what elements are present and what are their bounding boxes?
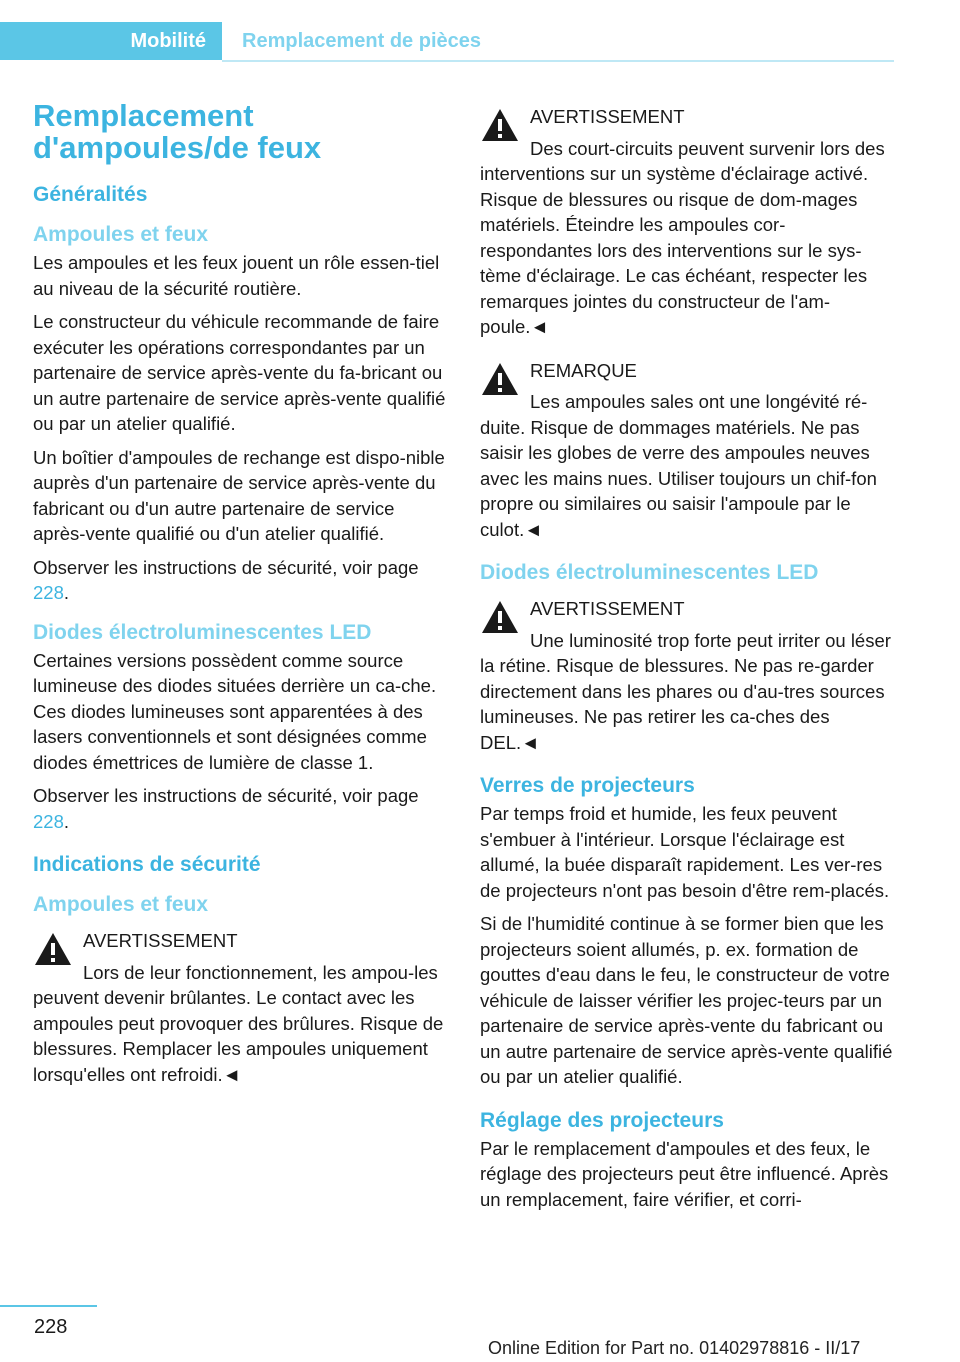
- header-divider: [222, 60, 894, 62]
- warning-triangle-icon: [480, 106, 520, 144]
- warning-title: AVERTISSEMENT: [530, 106, 685, 127]
- page-link[interactable]: 228: [33, 582, 64, 603]
- left-column: [33, 100, 447, 1105]
- warning-box: [33, 928, 447, 1087]
- paragraph: Si de l'humidité continue à se former bien que les projecteurs soient allumés, p. ex. formation de gouttes d'eau dans le feu, le constructeur de votre véhicule de laisser vérifier les projec-teurs par un partenaire de service après-vente du fabricant ou un autre partenaire de service après-vente qualifié ou par un atelier qualifié.: [480, 913, 893, 1087]
- ref-end: .: [63, 810, 70, 832]
- edition-note: Online Edition for Part no. 01402978816 - II/17: [488, 1338, 861, 1358]
- heading-safety: Indications de sécurité: [33, 853, 261, 876]
- ref-end: .: [63, 582, 70, 603]
- heading-adjust: Réglage des projecteurs: [480, 1108, 724, 1132]
- warning-triangle-icon: [480, 360, 520, 398]
- warning-triangle-icon: [480, 598, 520, 636]
- warning-triangle-icon: [33, 930, 73, 968]
- note-box: [480, 358, 894, 543]
- paragraph: Un boîtier d'ampoules de rechange est dispo-nible auprès d'un partenaire de service après-vente du fabricant ou d'un autre partenaire de service après-vente qualifié ou d'un atelier qualifié.: [33, 446, 445, 544]
- ref-text: Observer les instructions de sécurité, voir page: [33, 785, 419, 806]
- subheading-led: Diodes électroluminescentes LED: [33, 620, 372, 644]
- paragraph-ref: [33, 783, 447, 834]
- page-number: 228: [34, 1316, 68, 1338]
- heading-glass: Verres de projecteurs: [480, 774, 695, 797]
- paragraph: Le constructeur du véhicule recommande de faire exécuter les opérations correspondantes par un partenaire de service après-vente du fa-bricant ou un autre partenaire de service après-vente qualifié ou par un atelier qualifié.: [33, 311, 446, 434]
- subheading-bulbs: Ampoules et feux: [33, 893, 209, 916]
- note-body: Les ampoules sales ont une longévité ré-duite. Risque de dommages matériels. Ne pas saisir les globes de verre des ampoules neuves avec les mains nues. Utiliser toujours un chif-fon propre ou similaires ou saisir l'ampoule par le culot.◄: [480, 391, 877, 540]
- warning-box: [480, 104, 894, 340]
- note-title: REMARQUE: [530, 359, 637, 381]
- warning-body: Lors de leur fonctionnement, les ampou-les peuvent devenir brûlantes. Le contact avec les ampoules peut provoquer des brûlures. Risque de blessures. Remplacer les ampoules uniquement lorsqu'elles ont refroidi.◄: [33, 961, 444, 1085]
- ref-text: Observer les instructions de sécurité, voir page: [33, 556, 419, 578]
- page-link[interactable]: 228: [33, 810, 64, 832]
- section-label: Mobilité: [130, 29, 206, 52]
- paragraph: Par temps froid et humide, les feux peuvent s'embuer à l'intérieur. Lorsque l'éclairage est allumé, la buée disparaît rapidement. Les ver-res de projecteurs n'ont pas besoin d'être rem-placés.: [480, 803, 890, 901]
- warning-body: Une luminosité trop forte peut irriter ou léser la rétine. Risque de blessures. Ne pas re-garder directement dans les phares ou d'au-tres sources lumineuses. Ne pas retirer les ca-ches des DEL.◄: [480, 629, 891, 753]
- chapter-title: Remplacement de pièces: [242, 29, 481, 52]
- page-title: Remplacement d'ampoules/de feux: [33, 98, 322, 165]
- warning-body: Des court-circuits peuvent survenir lors des interventions sur un système d'éclairage activé. Risque de blessures ou risque de dom-mages matériels. Éteindre les ampoules cor-respondantes lors des interventions sur le sys-tème d'éclairage. Le cas échéant, respecter les remarques jointes du constructeur de l'am-poule.◄: [480, 137, 885, 337]
- warning-title: AVERTISSEMENT: [83, 930, 238, 951]
- paragraph-ref: [33, 555, 447, 606]
- heading-general: Généralités: [33, 183, 148, 206]
- paragraph: Par le remplacement d'ampoules et des feux, le réglage des projecteurs peut être influencé. Après un remplacement, faire vérifier, et corri-: [480, 1137, 889, 1210]
- warning-title: AVERTISSEMENT: [530, 598, 685, 619]
- warning-box: [480, 596, 894, 755]
- section-tab: [0, 22, 222, 60]
- footer-divider: [0, 1305, 97, 1307]
- paragraph: Certaines versions possèdent comme source lumineuse des diodes situées derrière un ca-che. Ces diodes lumineuses sont apparentées à des lasers conventionnels et sont désignées comme diodes émettrices de lumière de classe 1.: [33, 649, 437, 773]
- right-column: [480, 104, 894, 1220]
- subheading-bulbs: Ampoules et feux: [33, 223, 209, 246]
- paragraph: Les ampoules et les feux jouent un rôle essen-tiel au niveau de la sécurité routière.: [33, 252, 440, 299]
- subheading-led: Diodes électroluminescentes LED: [480, 561, 819, 584]
